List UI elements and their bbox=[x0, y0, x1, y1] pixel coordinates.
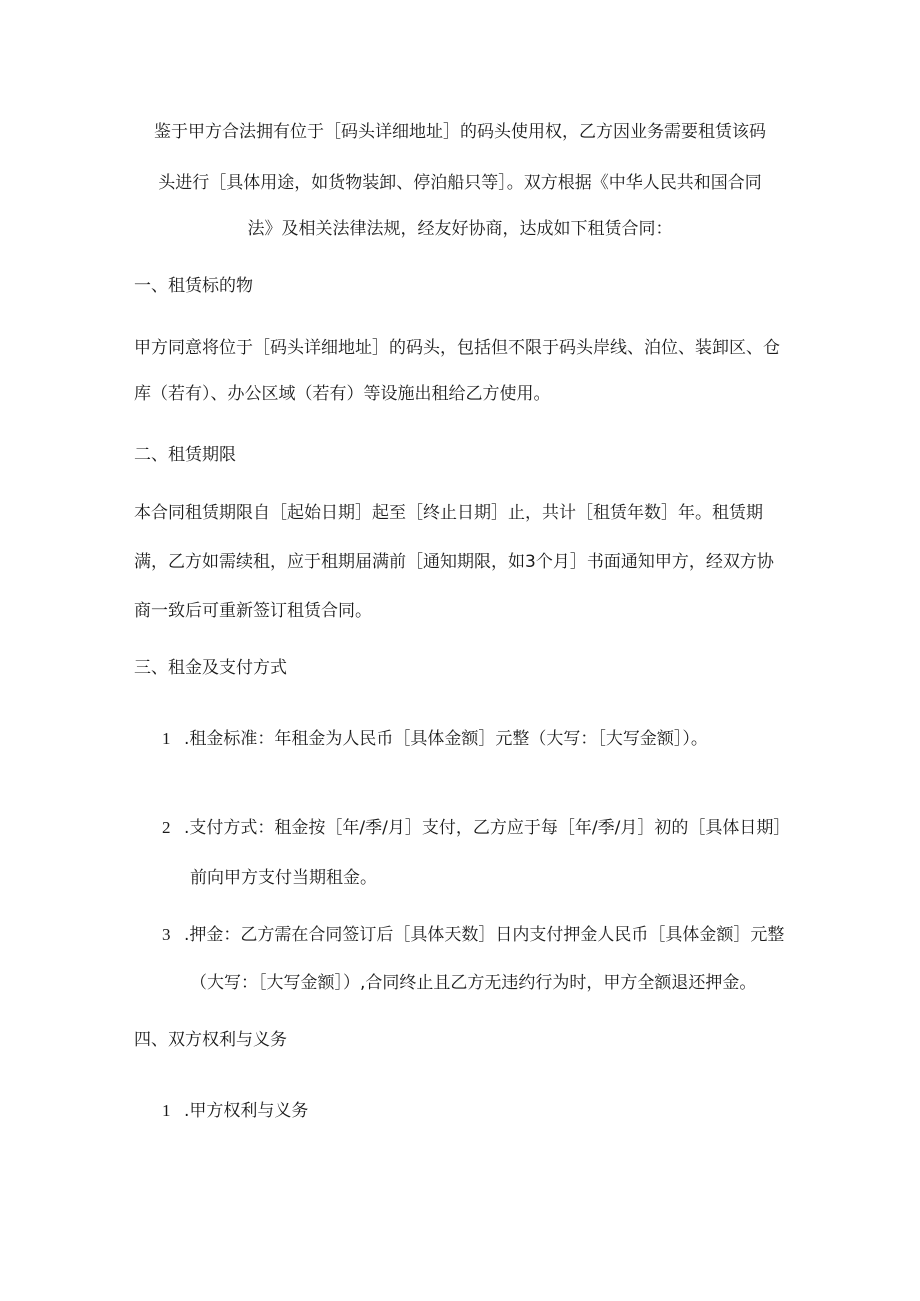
section-1-heading: 一、租赁标的物 bbox=[134, 276, 253, 296]
section-4-heading: 四、双方权利与义务 bbox=[134, 1030, 287, 1050]
payment-method-line-1: .支付方式：租金按［年/季/月］支付，乙方应于每［年/季/月］初的［具体日期］ bbox=[184, 818, 791, 838]
list-item-number: 1 bbox=[162, 729, 171, 748]
rent-standard-line: .租金标准：年租金为人民币［具体金额］元整（大写：［大写金额］）。 bbox=[184, 729, 708, 749]
section-2-line-3: 商一致后可重新签订租赁合同。 bbox=[134, 601, 372, 621]
preamble-line-1: 鉴于甲方合法拥有位于［码头详细地址］的码头使用权，乙方因业务需要租赁该码 bbox=[154, 122, 766, 142]
preamble-line-2: 头进行［具体用途，如货物装卸、停泊船只等］。双方根据《中华人民共和国合同 bbox=[158, 173, 762, 193]
list-item-number: 1 bbox=[162, 1101, 171, 1120]
section-1-line-2: 库（若有）、办公区域（若有）等设施出租给乙方使用。 bbox=[134, 384, 551, 404]
section-2-line-2: 满，乙方如需续租，应于租期届满前［通知期限，如3个月］书面通知甲方，经双方协 bbox=[134, 552, 774, 572]
payment-method-line-2: 前向甲方支付当期租金。 bbox=[190, 868, 377, 888]
section-2-heading: 二、租赁期限 bbox=[134, 445, 236, 465]
section-3-heading: 三、租金及支付方式 bbox=[134, 658, 287, 678]
section-1-line-1: 甲方同意将位于［码头详细地址］的码头，包括但不限于码头岸线、泊位、装卸区、仓 bbox=[134, 338, 780, 358]
list-item-number: 3 bbox=[162, 925, 171, 944]
deposit-line-2: （大写：［大写金额］）,合同终止且乙方无违约行为时，甲方全额退还押金。 bbox=[190, 973, 757, 993]
preamble-line-3: 法》及相关法律法规，经友好协商，达成如下租赁合同： bbox=[247, 219, 673, 239]
party-a-rights-heading: .甲方权利与义务 bbox=[184, 1101, 309, 1121]
deposit-line-1: .押金：乙方需在合同签订后［具体天数］日内支付押金人民币［具体金额］元整 bbox=[184, 925, 785, 945]
list-item-number: 2 bbox=[162, 818, 171, 837]
section-2-line-1: 本合同租赁期限自［起始日期］起至［终止日期］止，共计［租赁年数］年。租赁期 bbox=[134, 503, 763, 523]
